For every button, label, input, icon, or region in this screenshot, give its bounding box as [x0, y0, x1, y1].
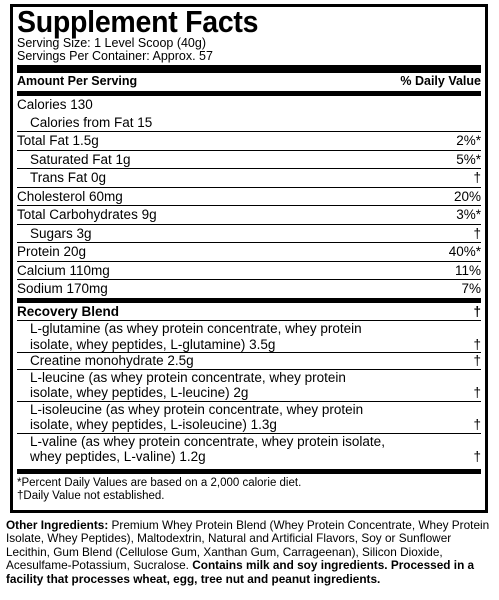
nutrient-row-sugars	[17, 224, 481, 243]
nutrient-label: Protein 20g	[17, 244, 87, 259]
blend-item-dv: †	[473, 353, 481, 368]
blend-header-row	[17, 303, 481, 321]
nutrient-row-calcium	[17, 261, 481, 280]
nutrient-row-cholesterol	[17, 187, 481, 206]
serving-size: Serving Size: 1 Level Scoop (40g)	[17, 36, 206, 50]
blend-item-label: L-glutamine (as whey protein concentrate, whey protein isolate, whey peptides, L-glutamine) 3.5g	[30, 321, 362, 352]
nutrient-row-trans-fat	[17, 168, 481, 187]
blend-item-dv: †	[473, 336, 481, 352]
other-ingredients-list: Premium Whey Protein Blend (Whey Protein Concentrate, Whey Protein Isolate, Whey Peptides), Maltodextrin, Natural and Artificial Flavors, Soy or Sunflower Lecithin, Gum Blend (Cellulose Gum, Xanthan Gum, Carrageenan), Silicon Dioxide, Acesulfame-Potassium, Sucralose.	[6, 518, 490, 573]
nutrient-row-total-fat	[17, 131, 481, 150]
nutrient-label: Total Carbohydrates 9g	[17, 207, 157, 222]
blend-item-label: L-valine (as whey protein concentrate, whey protein isolate, whey peptides, L-valine) 1.2g	[30, 433, 385, 464]
nutrient-label: Total Fat 1.5g	[17, 133, 99, 148]
nutrient-label: Calcium 110mg	[17, 262, 110, 278]
blend-item-dv: †	[473, 417, 481, 432]
nutrient-dv: 7%	[461, 281, 481, 296]
blend-item-dv: †	[473, 385, 481, 400]
nutrient-row-saturated-fat	[17, 150, 481, 169]
thick-divider	[17, 65, 481, 73]
panel-title: Supplement Facts	[17, 4, 259, 39]
blend-item-row	[17, 320, 481, 352]
supplement-facts-panel	[10, 4, 488, 513]
blend-item-label: Creatine monohydrate 2.5g	[30, 353, 194, 368]
nutrient-dv: 40%*	[448, 244, 481, 259]
nutrient-row-sodium	[17, 279, 481, 298]
servings-per-container: Servings Per Container: Approx. 57	[17, 49, 213, 63]
footnote-daily-value: *Percent Daily Values are based on a 2,000 calorie diet.	[17, 476, 302, 489]
nutrient-label: Saturated Fat 1g	[30, 151, 131, 167]
nutrient-dv: 3%*	[456, 207, 481, 222]
nutrient-row-calories	[17, 96, 481, 114]
nutrient-label: Sodium 170mg	[17, 281, 108, 296]
other-ingredients-heading: Other Ingredients:	[6, 518, 109, 532]
nutrient-dv: 2%*	[456, 133, 481, 148]
blend-item-row	[17, 369, 481, 401]
nutrient-row-total-carbohydrates	[17, 205, 481, 224]
nutrient-label: Sugars 3g	[30, 225, 92, 241]
nutrient-label: Calories 130	[17, 97, 93, 112]
allergen-statement: Contains milk and soy ingredients. Processed in a facility that processes wheat, egg, tree nut and peanut ingredients.	[6, 558, 475, 586]
footnote-dagger: †Daily Value not established.	[17, 489, 165, 502]
nutrient-dv: 5%*	[456, 151, 481, 167]
header-daily-value: % Daily Value	[400, 74, 481, 88]
blend-title: Recovery Blend	[17, 303, 120, 319]
nutrient-dv: †	[473, 225, 481, 241]
other-ingredients	[6, 519, 496, 586]
nutrient-row-protein	[17, 242, 481, 261]
blend-item-row	[17, 433, 481, 465]
blend-item-label: L-isoleucine (as whey protein concentrate, whey protein isolate, whey peptides, L-isoleucine) 1.3g	[30, 401, 364, 432]
blend-item-row	[17, 401, 481, 433]
nutrient-dv: 20%	[453, 188, 481, 204]
nutrient-row-calories-from-fat	[17, 114, 481, 132]
blend-dv: †	[473, 303, 481, 319]
nutrient-dv: 11%	[454, 262, 481, 278]
nutrient-label: Calories from Fat 15	[30, 114, 153, 130]
header-amount: Amount Per Serving	[17, 74, 138, 88]
blend-item-dv: †	[473, 449, 481, 464]
nutrient-label: Cholesterol 60mg	[17, 188, 123, 204]
blend-item-row	[17, 352, 481, 369]
column-header	[17, 73, 481, 91]
blend-item-label: L-leucine (as whey protein concentrate, whey protein isolate, whey peptides, L-leucine) 2g	[30, 369, 346, 400]
nutrient-dv: †	[473, 170, 481, 185]
nutrient-label: Trans Fat 0g	[30, 170, 107, 185]
